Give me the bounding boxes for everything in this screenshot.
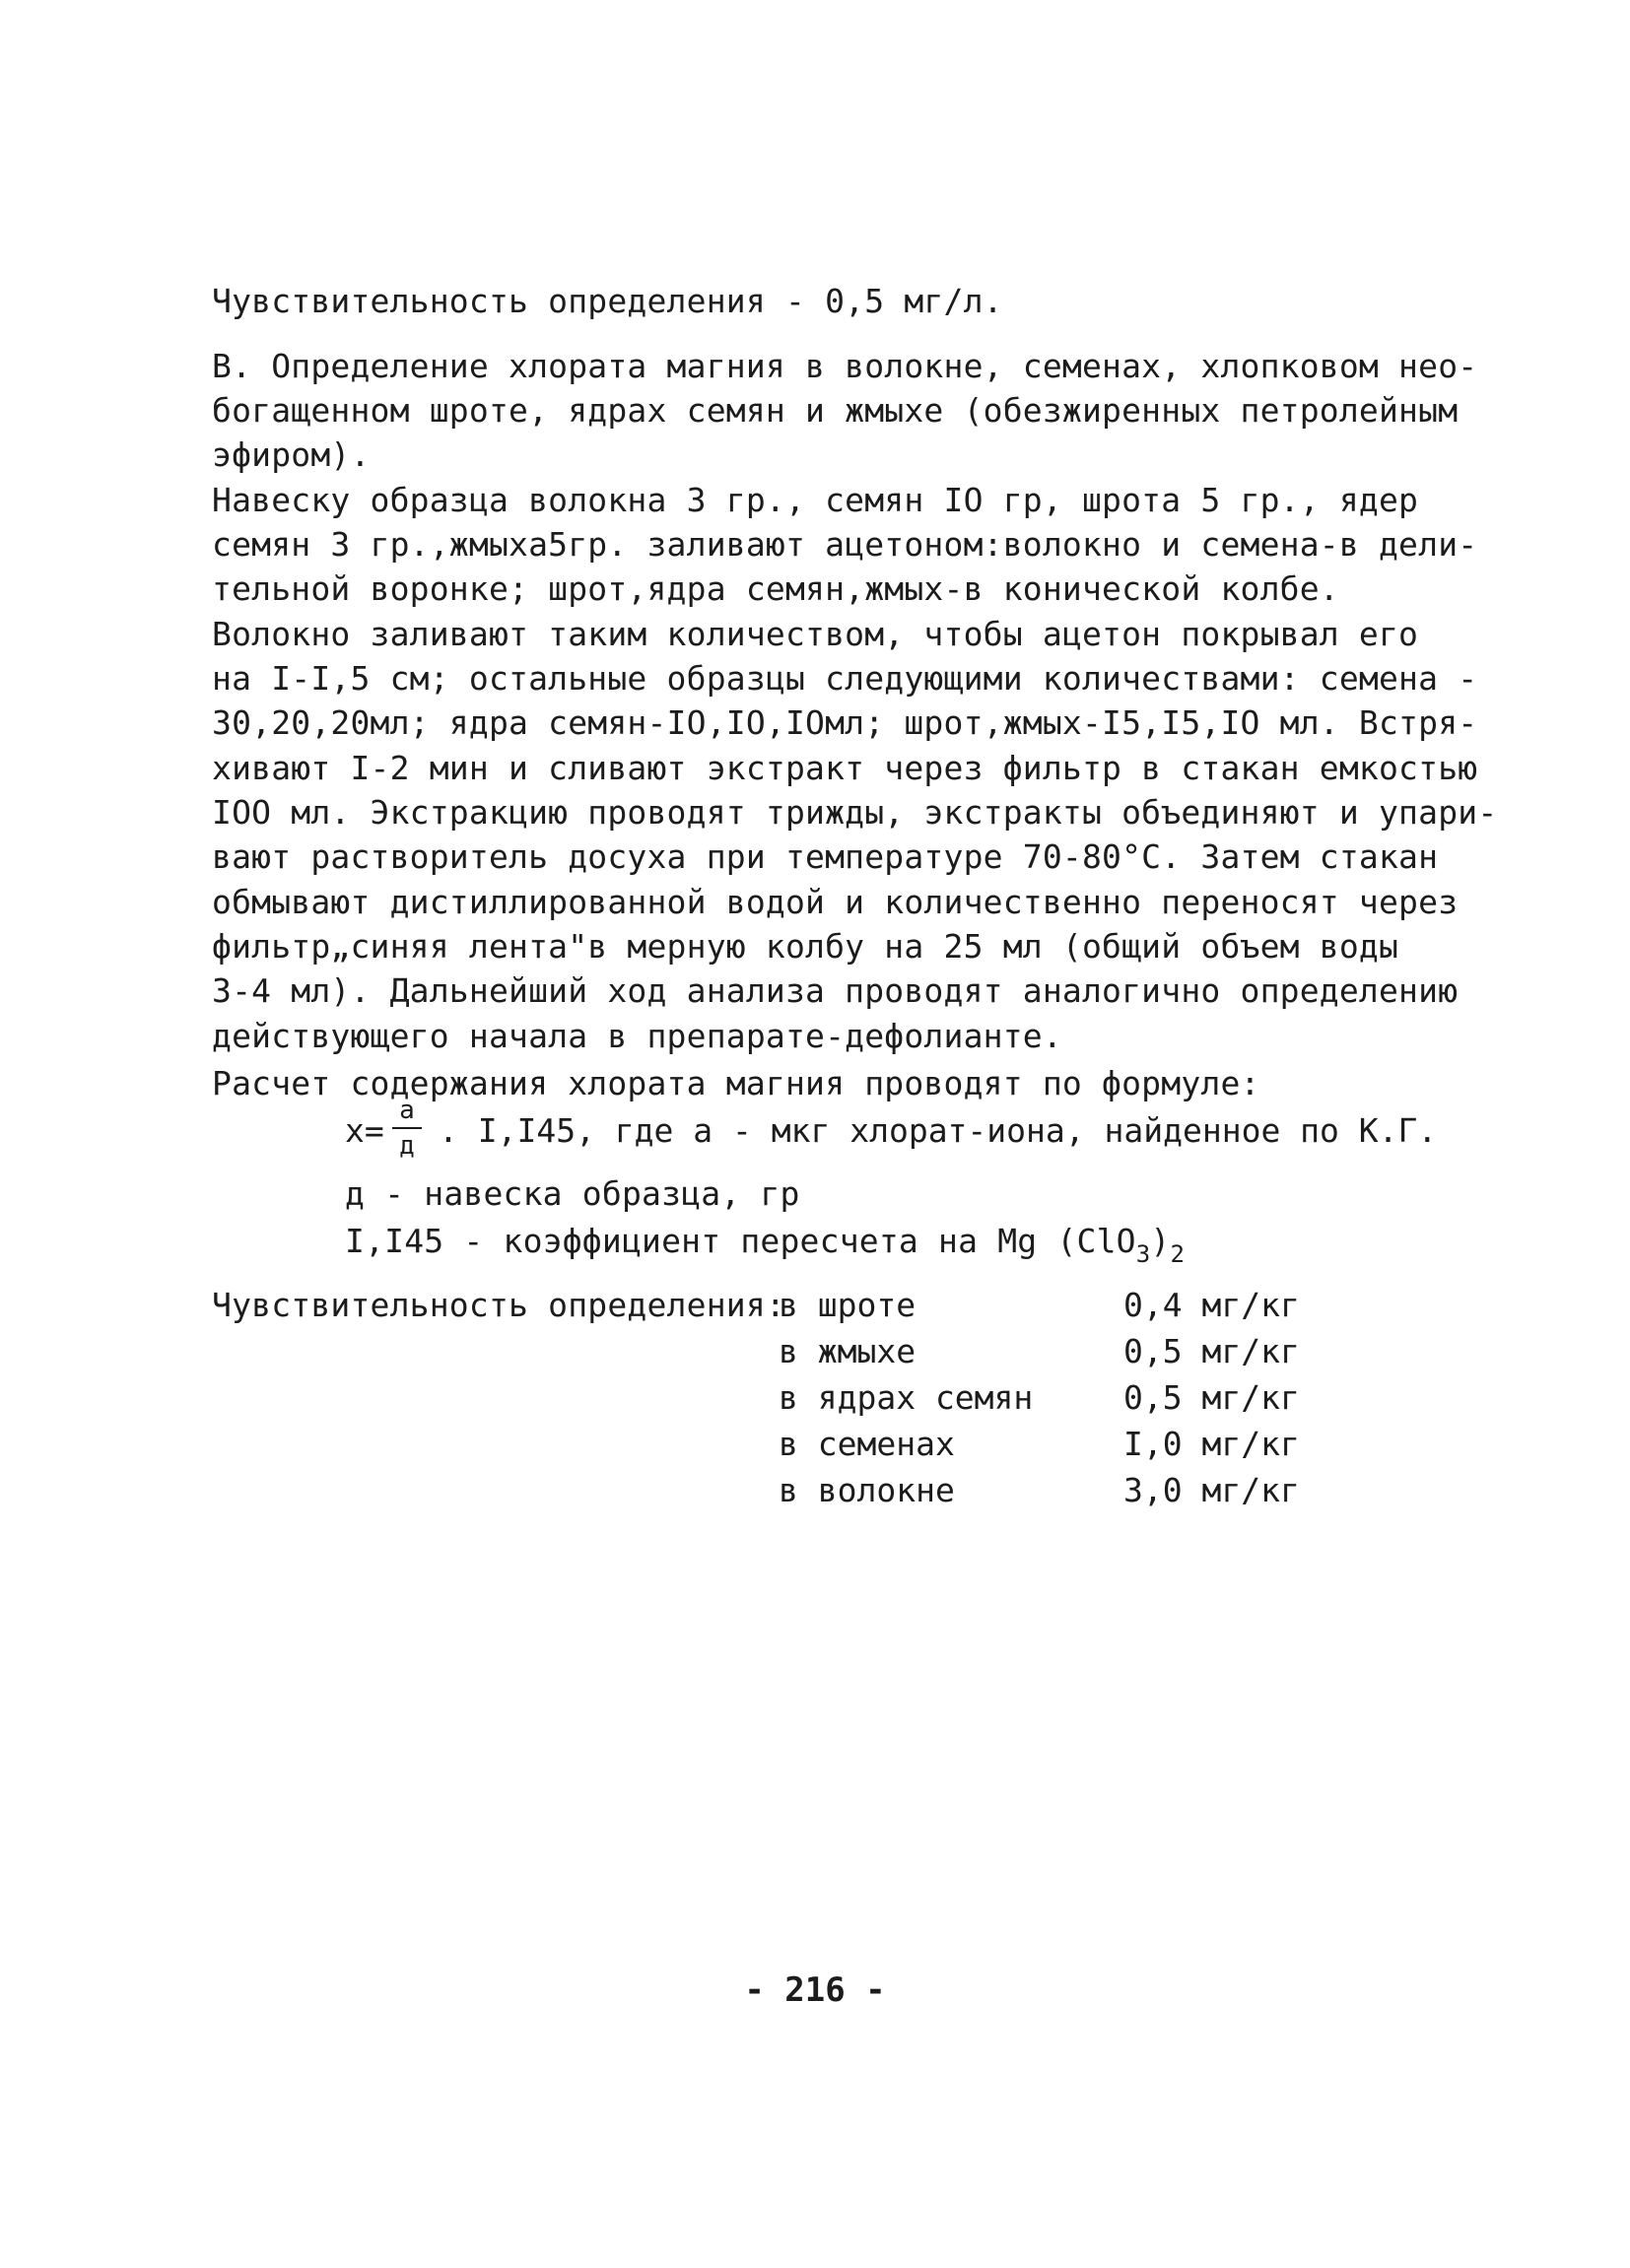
text-line: 30,20,20мл; ядра семян-IO,IO,IOмл; шрот,жмых-I5,I5,IO мл. Встря-: [212, 703, 1478, 742]
text-line: на I-I,5 см; остальные образцы следующими количествами: семена -: [212, 659, 1478, 698]
formula-coefficient: I,I45 - коэффициент пересчета на Mg $(ClO_3)_2$: [345, 1222, 1186, 1268]
text-line: богащенном шроте, ядрах семян и жмыхе (обезжиренных петролейным: [212, 391, 1459, 430]
sensitivity-value: I,0 мг/кг: [1123, 1425, 1300, 1463]
sensitivity-value: 0,5 мг/кг: [1123, 1378, 1300, 1417]
fraction-bar: [392, 1127, 422, 1129]
sensitivity-material: в жмыхе: [779, 1332, 917, 1370]
sensitivity-material: в волокне: [779, 1471, 955, 1509]
text-line: 3-4 мл). Дальнейший ход анализа проводят аналогично определению: [212, 971, 1459, 1010]
formula-definition-d: д - навеска образца, гр: [345, 1174, 800, 1213]
formula-rest: . I,I45, где а - мкг хлорат-иона, найденное по К.Г.: [439, 1111, 1438, 1150]
text-line: семян 3 гр.,жмыха5гр. заливают ацетоном:волокно и семена-в дели-: [212, 525, 1478, 564]
text-line: обмывают дистиллированной водой и количественно переносят через: [212, 883, 1459, 921]
text-line: действующего начала в препарате-дефолианте.: [212, 1017, 1062, 1055]
text-line: эфиром).: [212, 435, 371, 474]
page-number: - 216 -: [744, 1970, 886, 2010]
text-line: тельной воронке; шрот,ядра семян,жмых-в конической колбе.: [212, 569, 1339, 608]
sensitivity-material: в ядрах семян: [779, 1378, 1034, 1417]
text-line: IOO мл. Экстракцию проводят трижды, экстракты объединяют и упари-: [212, 793, 1498, 832]
text-line: Навеску образца волокна 3 гр., семян IO гр, шрота 5 гр., ядер: [212, 481, 1419, 519]
sensitivity-value: 0,4 мг/кг: [1123, 1286, 1300, 1324]
text-line: Расчет содержания хлората магния проводят по формуле:: [212, 1064, 1260, 1102]
text-line: фильтр„синяя лента"в мерную колбу на 25 мл (общий объем воды: [212, 927, 1399, 966]
text-line: вают растворитель досуха при температуре 70-80°С. Затем стакан: [212, 837, 1439, 876]
sensitivity-label: Чувствительность определения:: [212, 1286, 785, 1324]
sensitivity-line: Чувствительность определения - 0,5 мг/л.: [212, 282, 1003, 320]
section-b-heading: В. Определение хлората магния в волокне, семенах, хлопковом нео-: [212, 347, 1478, 385]
text-line: хивают I-2 мин и сливают экстракт через фильтр в стакан емкостью: [212, 749, 1478, 787]
sensitivity-value: 3,0 мг/кг: [1123, 1471, 1300, 1509]
formula-numerator: а: [399, 1096, 415, 1125]
sensitivity-value: 0,5 мг/кг: [1123, 1332, 1300, 1370]
formula-lhs: х=: [345, 1111, 384, 1150]
sensitivity-material: в шроте: [779, 1286, 917, 1324]
sensitivity-material: в семенах: [779, 1425, 955, 1463]
text-line: Волокно заливают таким количеством, чтобы ацетон покрывал его: [212, 615, 1419, 653]
formula-denominator: д: [399, 1131, 415, 1161]
